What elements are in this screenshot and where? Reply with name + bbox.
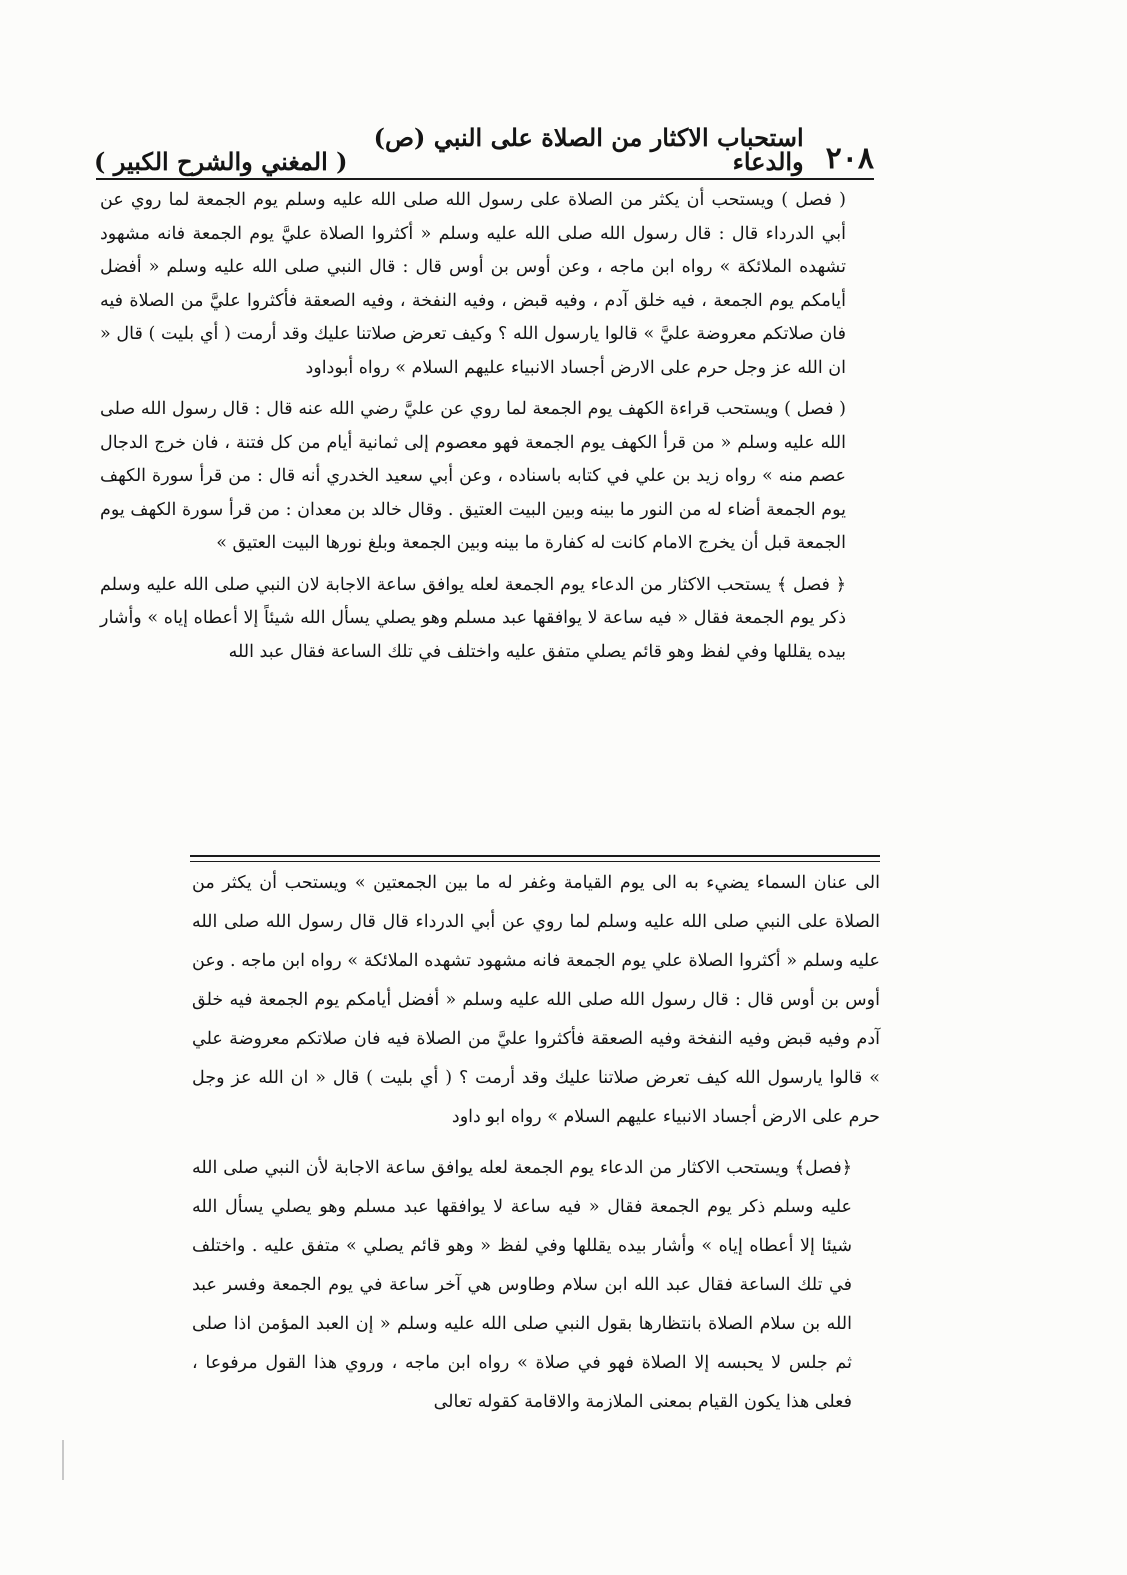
paragraph-surat-al-kahf: ( فصل ) ويستحب قراءة الكهف يوم الجمعة لما روي عن عليَّ رضي الله عنه قال : قال رسول الله صلى الله عليه وسلم « من قرأ الكهف يوم الجمعة فهو معصوم إلى ثمانية أيام من كل فتنة ، فان خرج الدجال عصم منه » رواه زيد بن علي في كتابه باسناده ، وعن أبي سعيد الخدري أنه قال : من قرأ سورة الكهف يوم الجمعة أضاء له من النور ما بينه وبين البيت العتيق . وقال خالد بن معدان : من قرأ سورة الكهف يوم الجمعة قبل أن يخرج الامام كانت له كفارة ما بينه وبين الجمعة وبلغ نورها البيت العتيق » <box>100 399 846 553</box>
lower-text-block <box>192 864 880 1422</box>
section-divider <box>190 855 880 862</box>
book-title: ( المغني والشرح الكبير ) <box>94 147 348 176</box>
header-rule <box>96 178 874 180</box>
running-head <box>94 123 874 176</box>
upper-text-block <box>100 184 874 669</box>
paragraph-salat-on-prophet: ( فصل ) ويستحب أن يكثر من الصلاة على رسول الله صلى الله عليه وسلم يوم الجمعة لما روي عن أبي الدرداء قال : قال رسول الله صلى الله عليه وسلم « أكثروا الصلاة عليَّ يوم الجمعة فانه مشهود تشهده الملائكة » رواه ابن ماجه ، وعن أوس بن أوس قال : قال النبي صلى الله عليه وسلم « أفضل أيامكم يوم الجمعة ، فيه خلق آدم ، وفيه قبض ، وفيه النفخة ، وفيه الصعقة فأكثروا عليَّ من الصلاة فيه فان صلاتكم معروضة عليَّ » قالوا يارسول الله ؟ وكيف تعرض صلاتنا عليك وقد أرمت ( أي بليت ) قال « ان الله عز وجل حرم على الارض أجساد الانبياء عليهم السلام » رواه أبوداود <box>100 190 846 378</box>
paragraph-sharh-dua: ﴿فصل﴾ ويستحب الاكثار من الدعاء يوم الجمعة لعله يوافق ساعة الاجابة لأن النبي صلى الله عليه وسلم ذكر يوم الجمعة فقال « فيه ساعة لا يوافقها عبد مسلم وهو يصلي يسأل الله شيئا إلا أعطاه إياه » وأشار بيده يقللها وفي لفظ « وهو قائم يصلي » متفق عليه . واختلف في تلك الساعة فقال عبد الله ابن سلام وطاوس هي آخر ساعة في يوم الجمعة وفسر عبد الله بن سلام الصلاة بانتظارها بقول النبي صلى الله عليه وسلم « إن العبد المؤمن اذا صلى ثم جلس لا يحبسه إلا الصلاة فهو في صلاة » رواه ابن ماجه ، وروي هذا القول مرفوعا ، فعلى هذا يكون القيام بمعنى الملازمة والاقامة كقوله تعالى <box>192 1158 852 1412</box>
paragraph-dua-friday: ﴿ فصل ﴾ يستحب الاكثار من الدعاء يوم الجمعة لعله يوافق ساعة الاجابة لان النبي صلى الله عليه وسلم ذكر يوم الجمعة فقال « فيه ساعة لا يوافقها عبد مسلم وهو يصلي يسأل الله شيئاً إلا أعطاه إياه » وأشار بيده يقللها وفي لفظ وهو قائم يصلي متفق عليه واختلف في تلك الساعة فقال عبد الله <box>100 574 846 662</box>
margin-mark <box>62 1440 64 1480</box>
section-title: استحباب الاكثار من الصلاة على النبي (ص) والدعاء <box>373 123 804 176</box>
paragraph-sharh-salat: الى عنان السماء يضيء به الى يوم القيامة وغفر له ما بين الجمعتين » ويستحب أن يكثر من الصلاة على النبي صلى الله عليه وسلم لما روي عن أبي الدرداء قال قال رسول الله صلى الله عليه وسلم « أكثروا الصلاة علي يوم الجمعة فانه مشهود تشهده الملائكة » رواه ابن ماجه . وعن أوس بن أوس قال : قال رسول الله صلى الله عليه وسلم « أفضل أيامكم يوم الجمعة فيه خلق آدم وفيه قبض وفيه النفخة وفيه الصعقة فأكثروا عليَّ من الصلاة فيه فان صلاتكم معروضة علي » قالوا يارسول الله كيف تعرض صلاتنا عليك وقد أرمت ؟ ( أي بليت ) قال « ان الله عز وجل حرم على الارض أجساد الانبياء عليهم السلام » رواه ابو داود <box>192 873 880 1127</box>
page-number: ٢٠٨ <box>825 141 874 176</box>
